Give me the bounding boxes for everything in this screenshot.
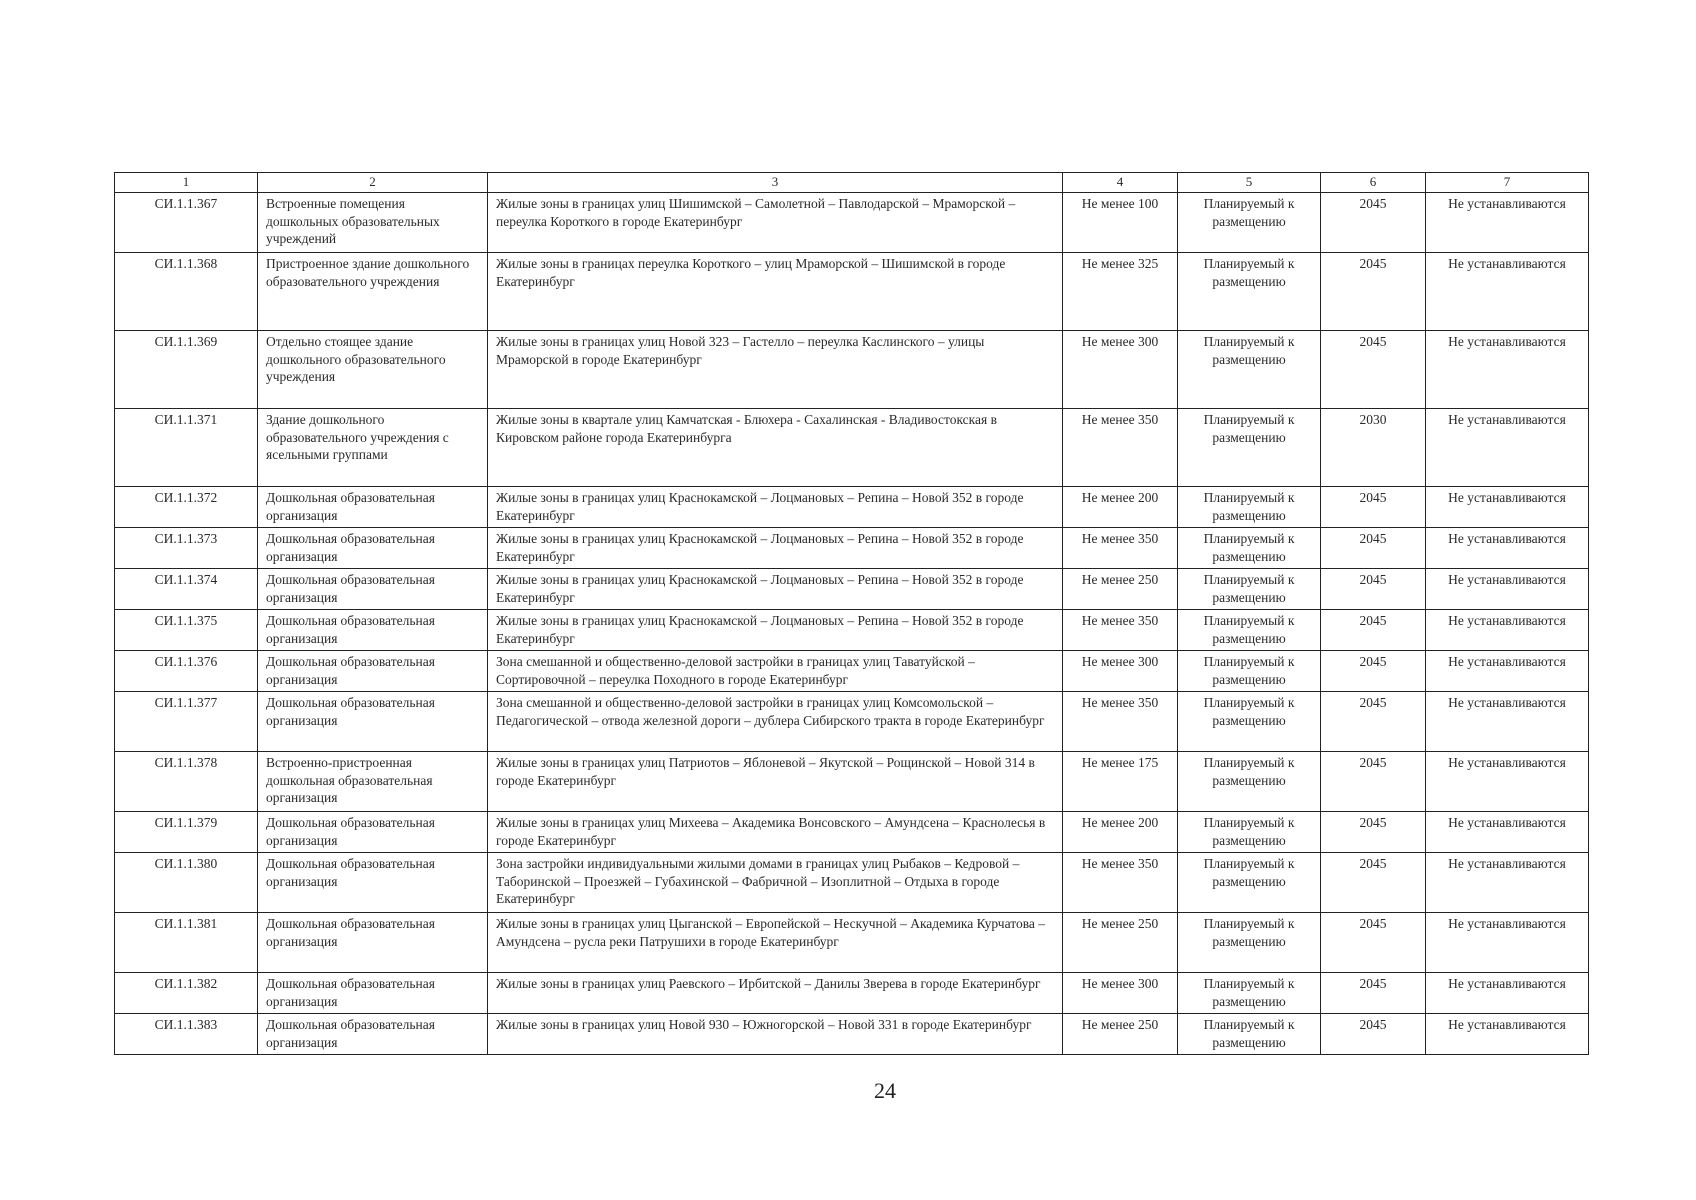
cell-year: 2045	[1321, 487, 1426, 528]
cell-id: СИ.1.1.377	[115, 692, 258, 752]
cell-status: Планируемый к размещению	[1178, 487, 1321, 528]
header-cell-4: 4	[1063, 173, 1178, 193]
cell-location: Жилые зоны в границах улиц Цыганской – Европейской – Нескучной – Академика Курчатова – Амундсена – русла реки Патрушихи в городе Екатеринбург	[488, 913, 1063, 973]
cell-year: 2030	[1321, 409, 1426, 487]
header-row	[115, 173, 1589, 193]
header-cell-3: 3	[488, 173, 1063, 193]
cell-status: Планируемый к размещению	[1178, 692, 1321, 752]
cell-location: Жилые зоны в границах улиц Новой 323 – Гастелло – переулка Каслинского – улицы Мраморской в городе Екатеринбург	[488, 331, 1063, 409]
cell-type: Встроенно-пристроенная дошкольная образовательная организация	[258, 752, 488, 812]
cell-zones: Не устанавливаются	[1426, 409, 1589, 487]
cell-zones: Не устанавливаются	[1426, 812, 1589, 853]
cell-id: СИ.1.1.376	[115, 651, 258, 692]
cell-zones: Не устанавливаются	[1426, 569, 1589, 610]
table-row	[115, 610, 1589, 651]
cell-type: Отдельно стоящее здание дошкольного образовательного учреждения	[258, 331, 488, 409]
cell-location: Зона смешанной и общественно-деловой застройки в границах улиц Таватуйской – Сортировочной – переулка Походного в городе Екатеринбург	[488, 651, 1063, 692]
cell-status: Планируемый к размещению	[1178, 253, 1321, 331]
cell-zones: Не устанавливаются	[1426, 973, 1589, 1014]
cell-id: СИ.1.1.375	[115, 610, 258, 651]
cell-capacity: Не менее 350	[1063, 610, 1178, 651]
cell-status: Планируемый к размещению	[1178, 528, 1321, 569]
cell-zones: Не устанавливаются	[1426, 752, 1589, 812]
cell-capacity: Не менее 300	[1063, 651, 1178, 692]
cell-type: Дошкольная образовательная организация	[258, 853, 488, 913]
table-row	[115, 193, 1589, 253]
cell-year: 2045	[1321, 752, 1426, 812]
cell-year: 2045	[1321, 1014, 1426, 1055]
cell-zones: Не устанавливаются	[1426, 528, 1589, 569]
table-row	[115, 651, 1589, 692]
cell-year: 2045	[1321, 812, 1426, 853]
cell-status: Планируемый к размещению	[1178, 853, 1321, 913]
cell-zones: Не устанавливаются	[1426, 651, 1589, 692]
cell-capacity: Не менее 200	[1063, 812, 1178, 853]
cell-capacity: Не менее 350	[1063, 528, 1178, 569]
cell-location: Жилые зоны в границах улиц Краснокамской – Лоцмановых – Репина – Новой 352 в городе Екатеринбург	[488, 610, 1063, 651]
cell-type: Дошкольная образовательная организация	[258, 610, 488, 651]
cell-year: 2045	[1321, 651, 1426, 692]
table-row	[115, 752, 1589, 812]
cell-type: Дошкольная образовательная организация	[258, 913, 488, 973]
cell-status: Планируемый к размещению	[1178, 331, 1321, 409]
cell-location: Жилые зоны в границах улиц Раевского – Ирбитской – Данилы Зверева в городе Екатеринбург	[488, 973, 1063, 1014]
table-row	[115, 973, 1589, 1014]
cell-capacity: Не менее 350	[1063, 692, 1178, 752]
cell-status: Планируемый к размещению	[1178, 812, 1321, 853]
facilities-table	[114, 172, 1589, 1055]
cell-status: Планируемый к размещению	[1178, 1014, 1321, 1055]
cell-location: Жилые зоны в границах улиц Михеева – Академика Вонсовского – Амундсена – Краснолесья в городе Екатеринбург	[488, 812, 1063, 853]
cell-id: СИ.1.1.369	[115, 331, 258, 409]
cell-capacity: Не менее 250	[1063, 569, 1178, 610]
cell-id: СИ.1.1.367	[115, 193, 258, 253]
cell-status: Планируемый к размещению	[1178, 752, 1321, 812]
cell-status: Планируемый к размещению	[1178, 409, 1321, 487]
cell-id: СИ.1.1.373	[115, 528, 258, 569]
table-row	[115, 812, 1589, 853]
cell-status: Планируемый к размещению	[1178, 651, 1321, 692]
table-row	[115, 409, 1589, 487]
header-cell-6: 6	[1321, 173, 1426, 193]
table-row	[115, 528, 1589, 569]
cell-zones: Не устанавливаются	[1426, 331, 1589, 409]
cell-year: 2045	[1321, 331, 1426, 409]
cell-type: Дошкольная образовательная организация	[258, 651, 488, 692]
table-row	[115, 1014, 1589, 1055]
cell-year: 2045	[1321, 692, 1426, 752]
cell-type: Дошкольная образовательная организация	[258, 692, 488, 752]
cell-location: Жилые зоны в границах улиц Краснокамской – Лоцмановых – Репина – Новой 352 в городе Екатеринбург	[488, 487, 1063, 528]
cell-type: Дошкольная образовательная организация	[258, 569, 488, 610]
cell-zones: Не устанавливаются	[1426, 610, 1589, 651]
cell-id: СИ.1.1.378	[115, 752, 258, 812]
cell-year: 2045	[1321, 528, 1426, 569]
cell-year: 2045	[1321, 973, 1426, 1014]
cell-year: 2045	[1321, 853, 1426, 913]
cell-location: Жилые зоны в границах улиц Новой 930 – Южногорской – Новой 331 в городе Екатеринбург	[488, 1014, 1063, 1055]
cell-year: 2045	[1321, 913, 1426, 973]
cell-location: Жилые зоны в границах улиц Краснокамской – Лоцмановых – Репина – Новой 352 в городе Екатеринбург	[488, 528, 1063, 569]
cell-id: СИ.1.1.368	[115, 253, 258, 331]
cell-capacity: Не менее 250	[1063, 913, 1178, 973]
cell-capacity: Не менее 325	[1063, 253, 1178, 331]
table-body	[115, 193, 1589, 1055]
cell-status: Планируемый к размещению	[1178, 610, 1321, 651]
cell-id: СИ.1.1.379	[115, 812, 258, 853]
cell-zones: Не устанавливаются	[1426, 853, 1589, 913]
cell-zones: Не устанавливаются	[1426, 1014, 1589, 1055]
cell-zones: Не устанавливаются	[1426, 193, 1589, 253]
cell-id: СИ.1.1.380	[115, 853, 258, 913]
cell-id: СИ.1.1.381	[115, 913, 258, 973]
cell-id: СИ.1.1.372	[115, 487, 258, 528]
cell-location: Жилые зоны в границах улиц Краснокамской – Лоцмановых – Репина – Новой 352 в городе Екатеринбург	[488, 569, 1063, 610]
cell-location: Зона застройки индивидуальными жилыми домами в границах улиц Рыбаков – Кедровой – Таборинской – Проезжей – Губахинской – Фабричной – Изоплитной – Отдыха в городе Екатеринбург	[488, 853, 1063, 913]
cell-status: Планируемый к размещению	[1178, 913, 1321, 973]
cell-type: Дошкольная образовательная организация	[258, 528, 488, 569]
cell-type: Здание дошкольного образовательного учреждения с ясельными группами	[258, 409, 488, 487]
cell-location: Жилые зоны в границах переулка Короткого – улиц Мраморской – Шишимской в городе Екатеринбург	[488, 253, 1063, 331]
cell-zones: Не устанавливаются	[1426, 692, 1589, 752]
cell-type: Дошкольная образовательная организация	[258, 973, 488, 1014]
header-cell-7: 7	[1426, 173, 1589, 193]
table-row	[115, 331, 1589, 409]
header-cell-2: 2	[258, 173, 488, 193]
cell-type: Дошкольная образовательная организация	[258, 1014, 488, 1055]
cell-type: Встроенные помещения дошкольных образовательных учреждений	[258, 193, 488, 253]
table-row	[115, 569, 1589, 610]
cell-id: СИ.1.1.374	[115, 569, 258, 610]
cell-capacity: Не менее 300	[1063, 973, 1178, 1014]
cell-zones: Не устанавливаются	[1426, 253, 1589, 331]
header-cell-5: 5	[1178, 173, 1321, 193]
cell-location: Зона смешанной и общественно-деловой застройки в границах улиц Комсомольской – Педагогической – отвода железной дороги – дублера Сибирского тракта в городе Екатеринбург	[488, 692, 1063, 752]
cell-year: 2045	[1321, 193, 1426, 253]
cell-type: Дошкольная образовательная организация	[258, 812, 488, 853]
cell-type: Пристроенное здание дошкольного образовательного учреждения	[258, 253, 488, 331]
page-number: 24	[874, 1078, 896, 1103]
cell-year: 2045	[1321, 253, 1426, 331]
table-row	[115, 692, 1589, 752]
table-row	[115, 487, 1589, 528]
cell-zones: Не устанавливаются	[1426, 913, 1589, 973]
cell-location: Жилые зоны в квартале улиц Камчатская - Блюхера - Сахалинская - Владивостокская в Кировском районе города Екатеринбурга	[488, 409, 1063, 487]
cell-year: 2045	[1321, 569, 1426, 610]
cell-capacity: Не менее 200	[1063, 487, 1178, 528]
cell-location: Жилые зоны в границах улиц Патриотов – Яблоневой – Якутской – Рощинской – Новой 314 в городе Екатеринбург	[488, 752, 1063, 812]
cell-capacity: Не менее 250	[1063, 1014, 1178, 1055]
cell-id: СИ.1.1.383	[115, 1014, 258, 1055]
header-cell-1: 1	[115, 173, 258, 193]
cell-capacity: Не менее 300	[1063, 331, 1178, 409]
cell-status: Планируемый к размещению	[1178, 193, 1321, 253]
table-row	[115, 913, 1589, 973]
cell-status: Планируемый к размещению	[1178, 973, 1321, 1014]
cell-type: Дошкольная образовательная организация	[258, 487, 488, 528]
cell-id: СИ.1.1.382	[115, 973, 258, 1014]
cell-zones: Не устанавливаются	[1426, 487, 1589, 528]
cell-year: 2045	[1321, 610, 1426, 651]
table-row	[115, 853, 1589, 913]
cell-capacity: Не менее 100	[1063, 193, 1178, 253]
table-header	[115, 173, 1589, 193]
cell-id: СИ.1.1.371	[115, 409, 258, 487]
cell-location: Жилые зоны в границах улиц Шишимской – Самолетной – Павлодарской – Мраморской – переулка Короткого в городе Екатеринбург	[488, 193, 1063, 253]
cell-status: Планируемый к размещению	[1178, 569, 1321, 610]
table-row	[115, 253, 1589, 331]
cell-capacity: Не менее 350	[1063, 409, 1178, 487]
cell-capacity: Не менее 350	[1063, 853, 1178, 913]
cell-capacity: Не менее 175	[1063, 752, 1178, 812]
